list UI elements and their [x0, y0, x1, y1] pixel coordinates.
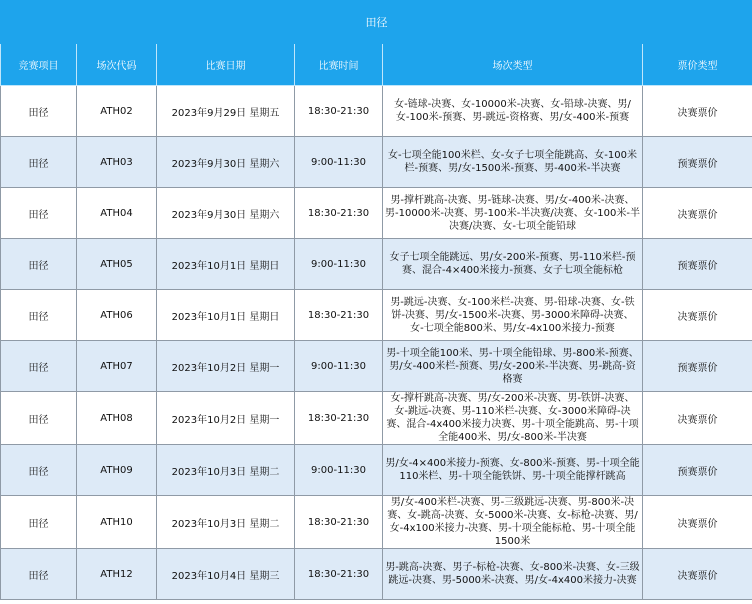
header-row — [1, 44, 752, 86]
price-cell: 预赛票价 — [643, 445, 752, 496]
date-cell: 2023年10月3日 星期二 — [157, 445, 295, 496]
code-cell: ATH07 — [77, 341, 157, 392]
code-cell: ATH10 — [77, 496, 157, 549]
time-cell: 9:00-11:30 — [295, 341, 383, 392]
time-cell: 9:00-11:30 — [295, 445, 383, 496]
sport-cell: 田径 — [1, 188, 77, 239]
events-cell: 女-七项全能100米栏、女-女子七项全能跳高、女-100米栏-预赛、男/女-1500米-预赛、男-400米-半决赛 — [383, 137, 643, 188]
price-cell: 决赛票价 — [643, 392, 752, 445]
header-code: 场次代码 — [77, 44, 157, 86]
time-cell: 9:00-11:30 — [295, 239, 383, 290]
code-cell: ATH08 — [77, 392, 157, 445]
table-row — [1, 137, 752, 188]
date-cell: 2023年9月30日 星期六 — [157, 137, 295, 188]
table-row — [1, 239, 752, 290]
time-cell: 18:30-21:30 — [295, 496, 383, 549]
price-cell: 预赛票价 — [643, 137, 752, 188]
sport-cell: 田径 — [1, 341, 77, 392]
header-time: 比赛时间 — [295, 44, 383, 86]
table-row — [1, 496, 752, 549]
date-cell: 2023年9月29日 星期五 — [157, 86, 295, 137]
date-cell: 2023年10月1日 星期日 — [157, 239, 295, 290]
date-cell: 2023年10月1日 星期日 — [157, 290, 295, 341]
events-cell: 男/女-4×400米接力-预赛、女-800米-预赛、男-十项全能110米栏、男-十项全能铁饼、男-十项全能撑杆跳高 — [383, 445, 643, 496]
date-cell: 2023年10月3日 星期二 — [157, 496, 295, 549]
price-cell: 决赛票价 — [643, 86, 752, 137]
table-row — [1, 392, 752, 445]
code-cell: ATH12 — [77, 549, 157, 600]
date-cell: 2023年10月2日 星期一 — [157, 341, 295, 392]
code-cell: ATH02 — [77, 86, 157, 137]
table-row — [1, 445, 752, 496]
date-cell: 2023年10月4日 星期三 — [157, 549, 295, 600]
table-row — [1, 290, 752, 341]
date-cell: 2023年9月30日 星期六 — [157, 188, 295, 239]
date-cell: 2023年10月2日 星期一 — [157, 392, 295, 445]
time-cell: 18:30-21:30 — [295, 86, 383, 137]
table-row — [1, 86, 752, 137]
events-cell: 男-跳高-决赛、男子-标枪-决赛、女-800米-决赛、女-三级跳远-决赛、男-5000米-决赛、男/女-4x400米接力-决赛 — [383, 549, 643, 600]
code-cell: ATH03 — [77, 137, 157, 188]
price-cell: 预赛票价 — [643, 341, 752, 392]
table-row — [1, 188, 752, 239]
sport-cell: 田径 — [1, 392, 77, 445]
price-cell: 决赛票价 — [643, 188, 752, 239]
time-cell: 18:30-21:30 — [295, 290, 383, 341]
time-cell: 18:30-21:30 — [295, 392, 383, 445]
time-cell: 9:00-11:30 — [295, 137, 383, 188]
header-sport: 竞赛项目 — [1, 44, 77, 86]
header-date: 比赛日期 — [157, 44, 295, 86]
events-cell: 男-十项全能100米、男-十项全能铅球、男-800米-预赛、男/女-400米栏-预赛、男/女-200米-半决赛、男-跳高-资格赛 — [383, 341, 643, 392]
price-cell: 决赛票价 — [643, 549, 752, 600]
time-cell: 18:30-21:30 — [295, 188, 383, 239]
sport-cell: 田径 — [1, 496, 77, 549]
code-cell: ATH09 — [77, 445, 157, 496]
price-cell: 决赛票价 — [643, 496, 752, 549]
price-cell: 预赛票价 — [643, 239, 752, 290]
events-cell: 女子七项全能跳远、男/女-200米-预赛、男-110米栏-预赛、混合-4×400米接力-预赛、女子七项全能标枪 — [383, 239, 643, 290]
header-price: 票价类型 — [643, 44, 752, 86]
code-cell: ATH06 — [77, 290, 157, 341]
time-cell: 18:30-21:30 — [295, 549, 383, 600]
header-events: 场次类型 — [383, 44, 643, 86]
events-cell: 女-链球-决赛、女-10000米-决赛、女-铅球-决赛、男/女-100米-预赛、男-跳远-资格赛、男/女-400米-预赛 — [383, 86, 643, 137]
sport-cell: 田径 — [1, 86, 77, 137]
code-cell: ATH05 — [77, 239, 157, 290]
table-row — [1, 341, 752, 392]
price-cell: 决赛票价 — [643, 290, 752, 341]
events-cell: 女-撑杆跳高-决赛、男/女-200米-决赛、男-铁饼-决赛、女-跳远-决赛、男-110米栏-决赛、女-3000米障碍-决赛、混合-4x400米接力决赛、男-十项全能跳高、男-十项全能400米、男/女-800米-半决赛 — [383, 392, 643, 445]
sport-cell: 田径 — [1, 239, 77, 290]
events-cell: 男-撑杆跳高-决赛、男-链球-决赛、男/女-400米-决赛、男-10000米-决赛、男-100米-半决赛/决赛、女-100米-半决赛/决赛、女-七项全能铅球 — [383, 188, 643, 239]
events-cell: 男/女-400米栏-决赛、男-三级跳远-决赛、男-800米-决赛、女-跳高-决赛、女-5000米-决赛、女-标枪-决赛、男/女-4x100米接力-决赛、男-十项全能标枪、男-十项全能1500米 — [383, 496, 643, 549]
sport-cell: 田径 — [1, 549, 77, 600]
sport-cell: 田径 — [1, 290, 77, 341]
events-cell: 男-跳远-决赛、女-100米栏-决赛、男-铅球-决赛、女-铁饼-决赛、男/女-1500米-决赛、男-3000米障碍-决赛、女-七项全能800米、男/女-4x100米接力-预赛 — [383, 290, 643, 341]
table-row — [1, 549, 752, 600]
sport-cell: 田径 — [1, 137, 77, 188]
sport-cell: 田径 — [1, 445, 77, 496]
code-cell: ATH04 — [77, 188, 157, 239]
title-row — [1, 1, 752, 44]
table-title: 田径 — [1, 1, 752, 44]
